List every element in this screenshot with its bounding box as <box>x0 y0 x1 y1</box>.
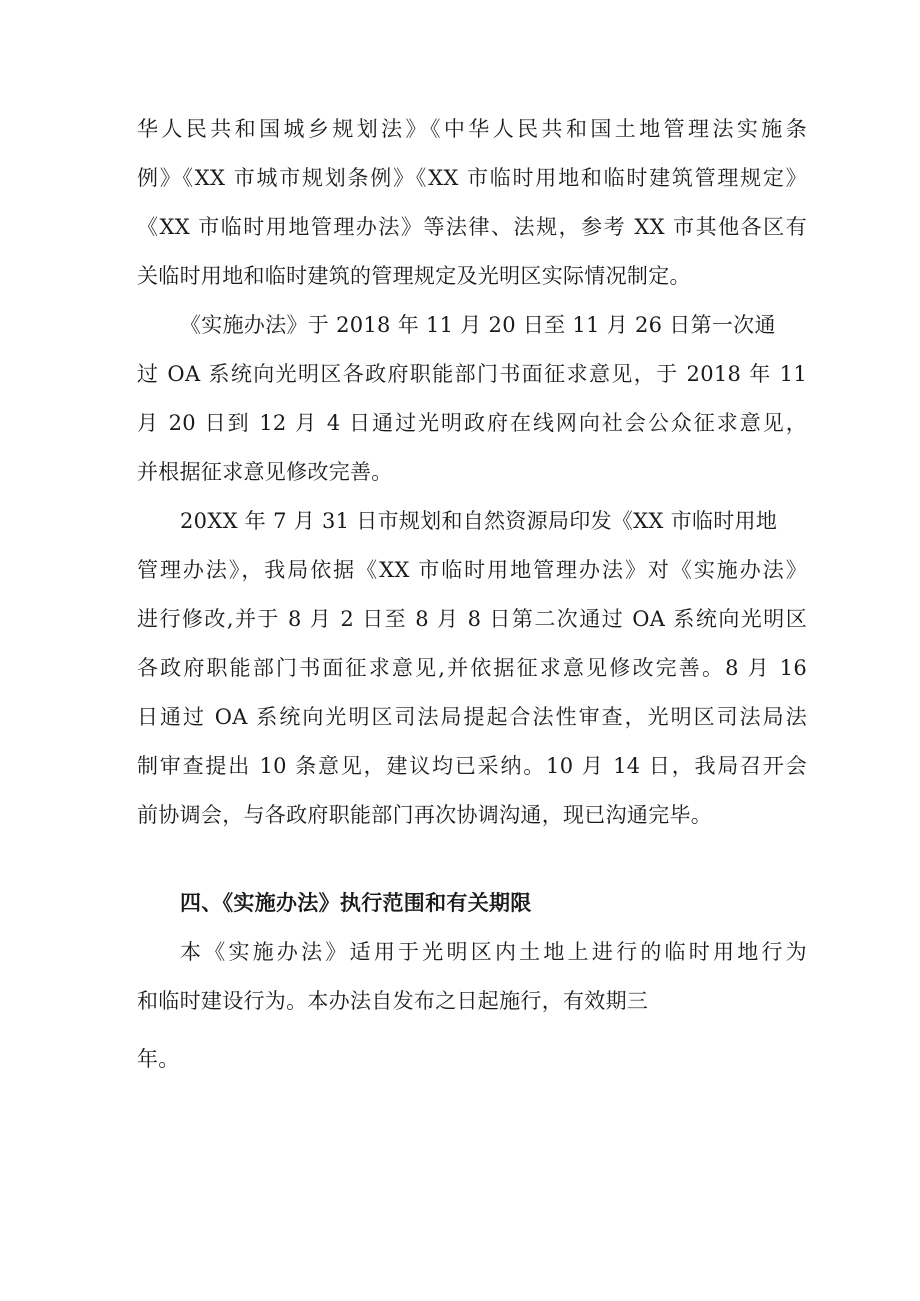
paragraph-2-line-4: 并根据征求意见修改完善。 <box>137 460 393 484</box>
paragraph-3-line-7: 前协调会，与各政府职能部门再次协调沟通，现已沟通完毕。 <box>137 803 713 827</box>
section-heading: 四、《实施办法》执行范围和有关期限 <box>180 890 532 915</box>
paragraph-1-line-4: 关临时用地和临时建筑的管理规定及光明区实际情况制定。 <box>137 264 691 288</box>
paragraph-2-line-3: 月 20 日到 12 月 4 日通过光明政府在线网向社会公众征求意见， <box>137 411 807 435</box>
paragraph-2-line-2: 过 OA 系统向光明区各政府职能部门书面征求意见，于 2018 年 11 <box>137 362 807 386</box>
paragraph-3-line-2: 管理办法》，我局依据《XX 市临时用地管理办法》对《实施办法》 <box>137 558 807 582</box>
paragraph-1-line-3: 《XX 市临时用地管理办法》等法律、法规，参考 XX 市其他各区有 <box>137 215 807 239</box>
paragraph-3-line-1: 20XX 年 7 月 31 日市规划和自然资源局印发《XX 市临时用地 <box>180 509 778 533</box>
paragraph-3-line-5: 日通过 OA 系统向光明区司法局提起合法性审查，光明区司法局法 <box>137 705 807 729</box>
paragraph-1-line-1: 华人民共和国城乡规划法》《中华人民共和国土地管理法实施条 <box>137 117 807 141</box>
paragraph-3-line-6: 制审查提出 10 条意见，建议均已采纳。10 月 14 日，我局召开会 <box>137 754 807 778</box>
paragraph-4-line-1: 本《实施办法》适用于光明区内土地上进行的临时用地行为 <box>180 940 807 964</box>
paragraph-4-line-2: 和临时建设行为。本办法自发布之日起施行，有效期三 <box>137 989 649 1013</box>
paragraph-2-line-1: 《实施办法》于 2018 年 11 月 20 日至 11 月 26 日第一次通 <box>180 313 776 337</box>
paragraph-3-line-3: 进行修改,并于 8 月 2 日至 8 月 8 日第二次通过 OA 系统向光明区 <box>137 607 807 631</box>
paragraph-3-line-4: 各政府职能部门书面征求意见,并依据征求意见修改完善。8 月 16 <box>137 656 807 680</box>
paragraph-1-line-2: 例》《XX 市城市规划条例》《XX 市临时用地和临时建筑管理规定》 <box>137 166 807 190</box>
paragraph-4-line-3: 年。 <box>137 1047 180 1071</box>
